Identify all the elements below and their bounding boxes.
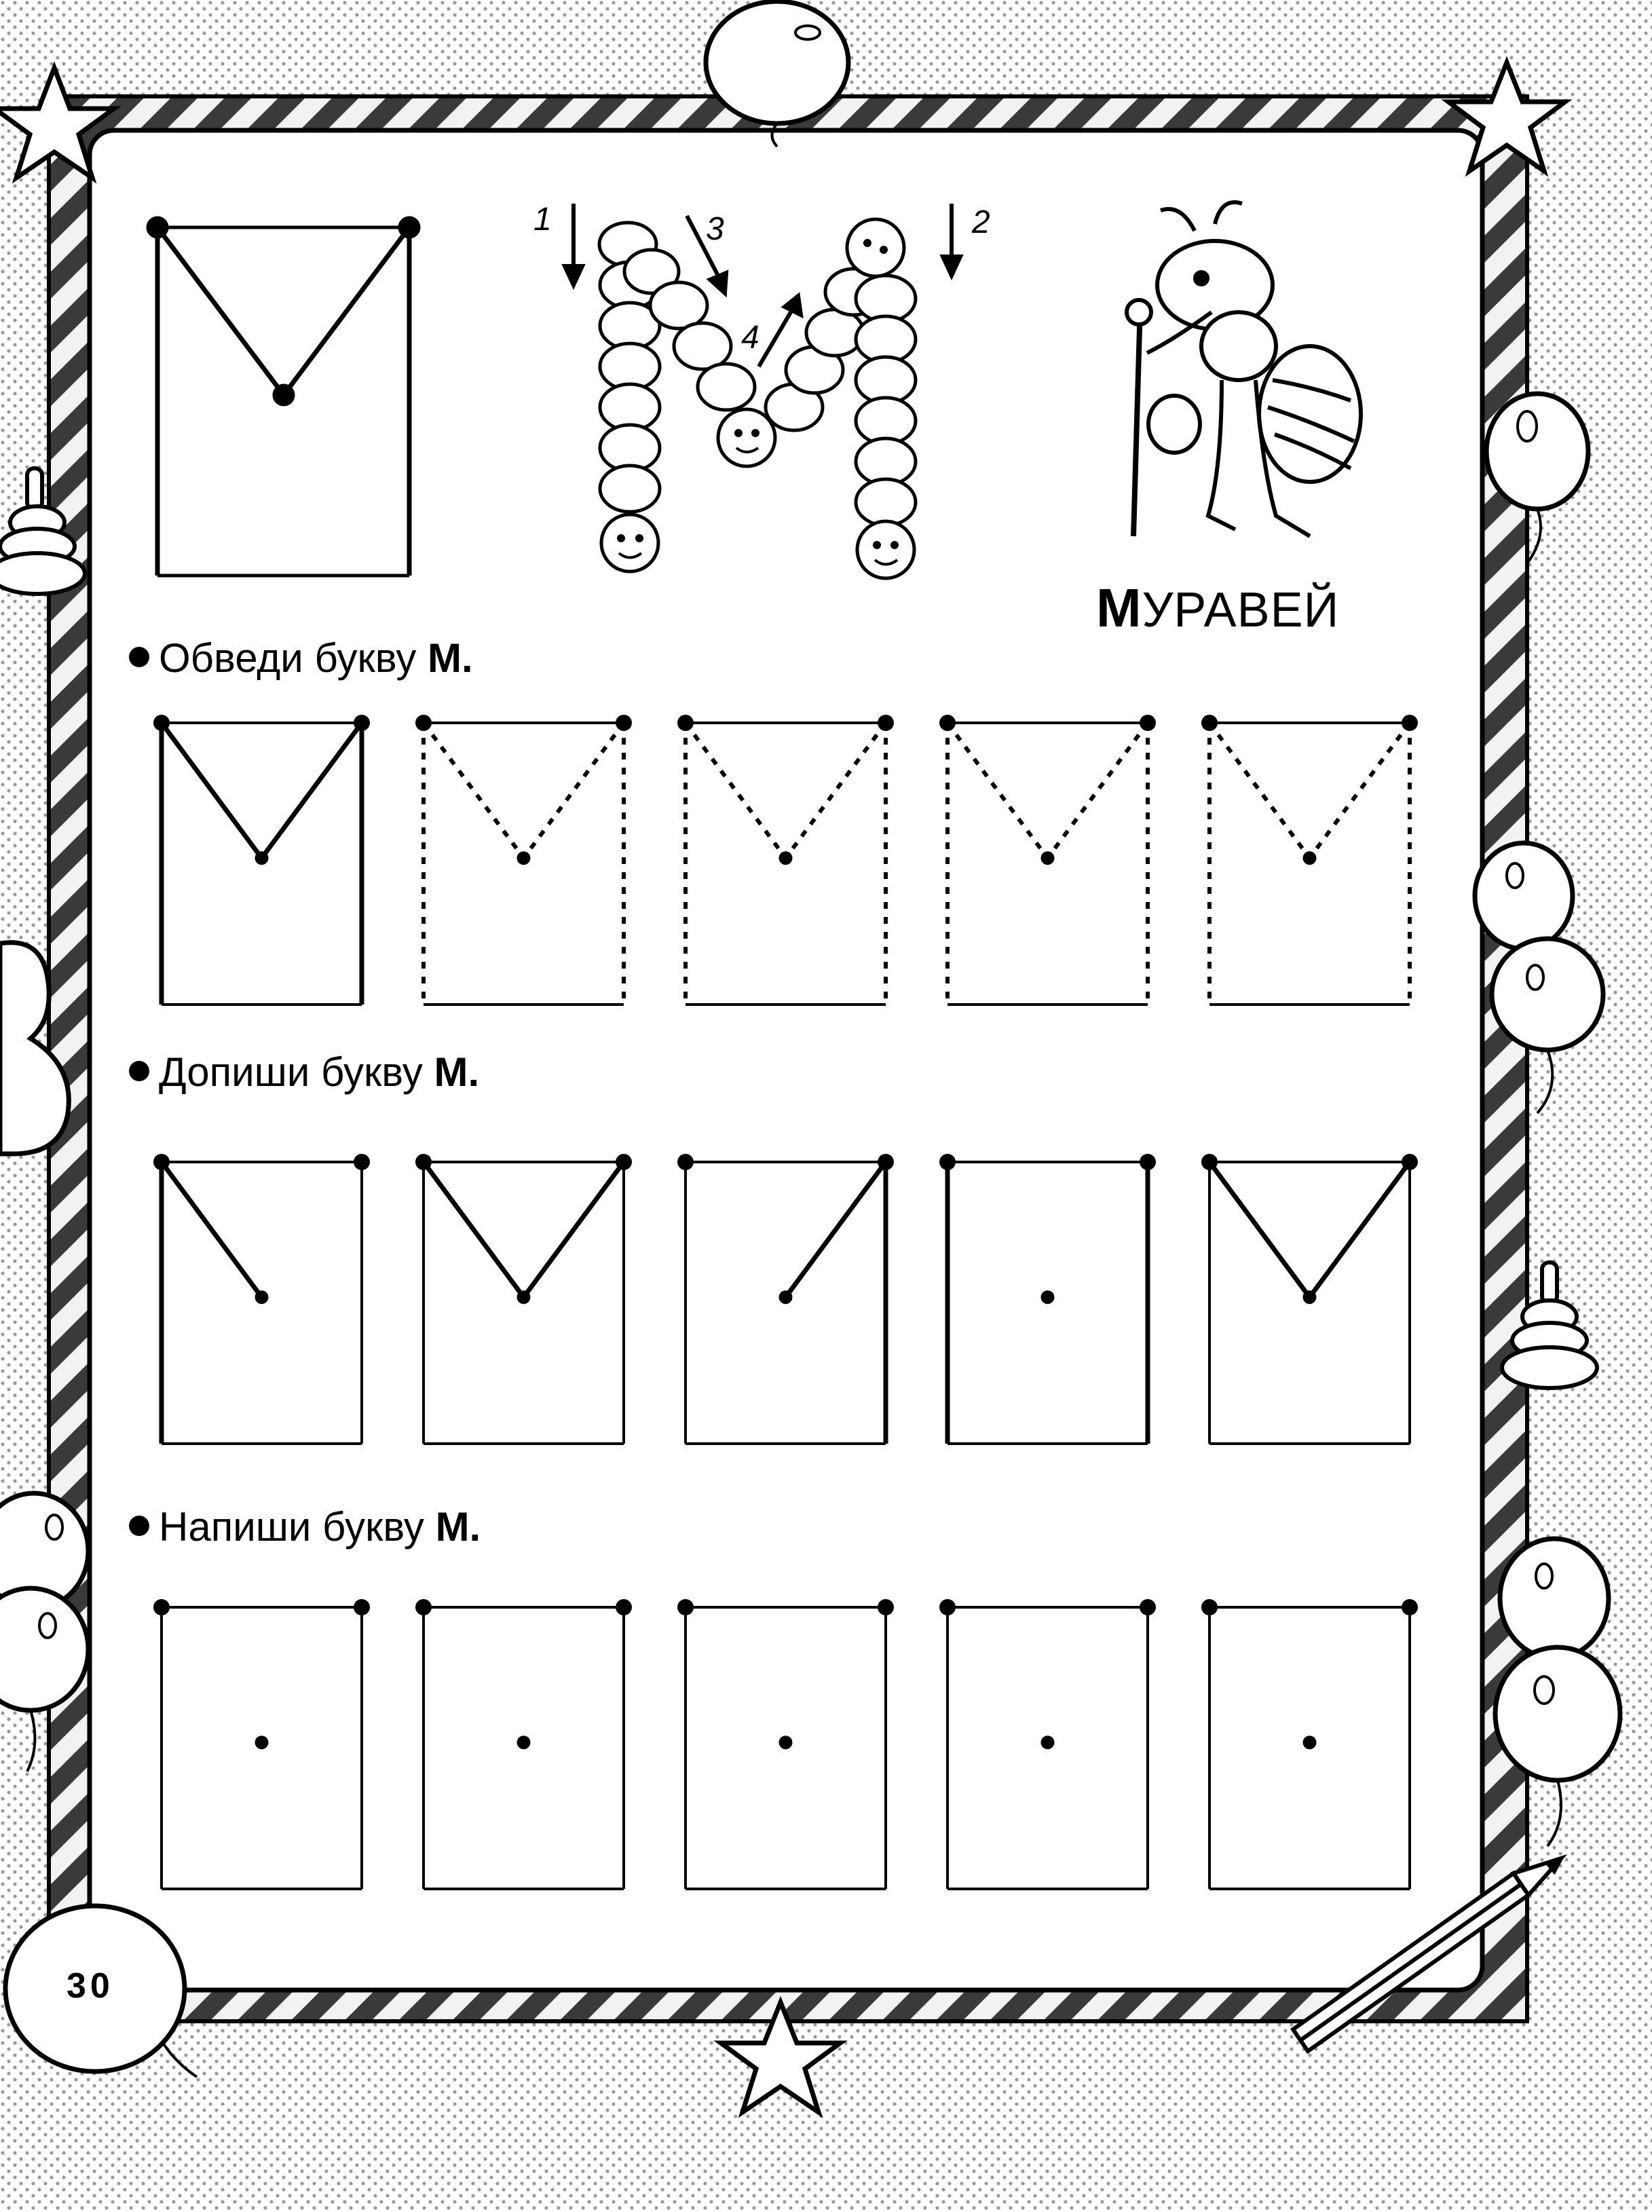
page-number: 30: [67, 1966, 114, 2006]
balloon-icon: [1475, 843, 1573, 949]
stroke-number-1: 1: [533, 202, 552, 238]
instruction-finish: Допиши букву М.: [129, 1049, 479, 1095]
stroke-number-2: 2: [972, 204, 990, 240]
instruction-write: Напиши букву М.: [129, 1503, 481, 1550]
word-rest: УРАВЕЙ: [1142, 583, 1340, 637]
word-label: [1096, 577, 1339, 639]
word-first-letter: М: [1096, 578, 1142, 638]
bullet-icon: [129, 1061, 149, 1081]
stroke-number-3: 3: [706, 211, 724, 247]
bullet-icon: [129, 647, 149, 667]
stroke-number-4: 4: [741, 320, 759, 356]
instruction-trace: Обведи букву М.: [129, 635, 473, 681]
bullet-icon: [129, 1516, 149, 1536]
balloon-icon: [1500, 1539, 1609, 1658]
